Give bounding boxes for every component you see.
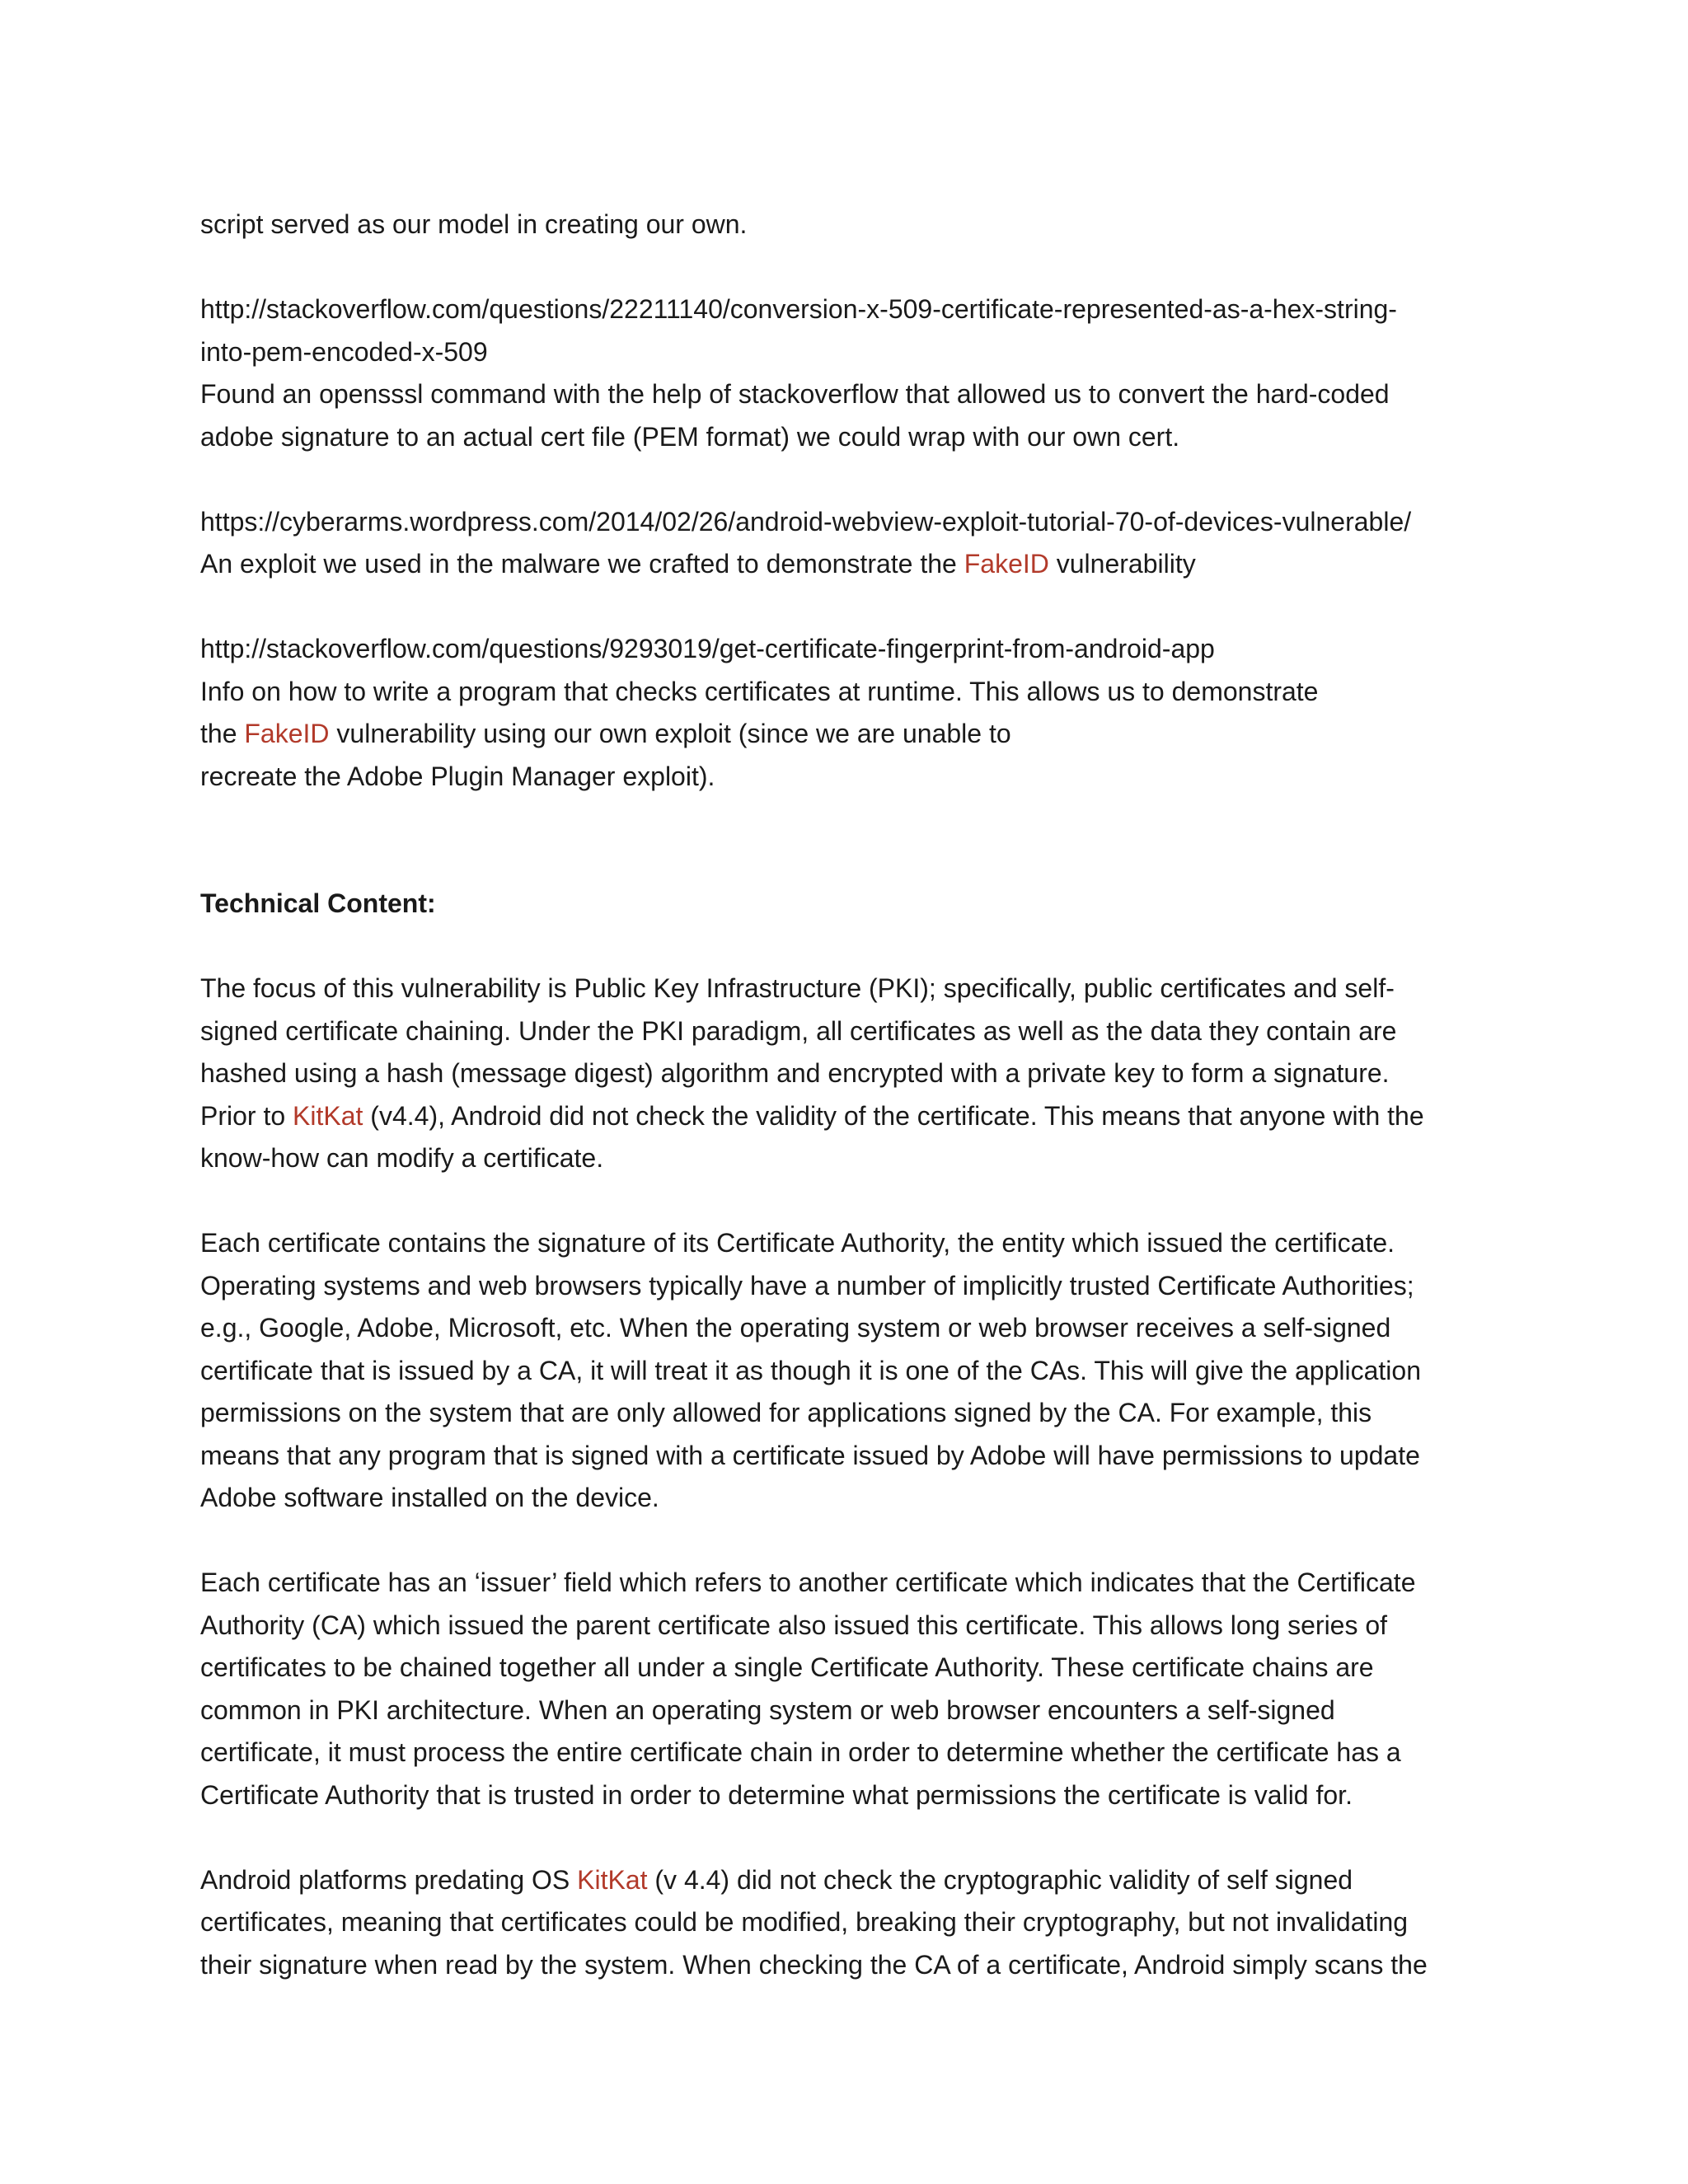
text-line: adobe signature to an actual cert file (PEM format) we could wrap with our own cert.	[200, 421, 1180, 452]
text-line	[200, 713, 1503, 756]
text-segment: (v4.4), Android did not check the validity of the certificate. This means that anyone with the	[363, 1100, 1424, 1131]
section-heading: Technical Content:	[200, 888, 436, 918]
text-line: script served as our model in creating our own.	[200, 209, 748, 239]
text-segment: An exploit we used in the malware we crafted to demonstrate the	[200, 549, 964, 579]
text-segment: Prior to	[200, 1100, 293, 1131]
paragraph-gap	[200, 246, 1503, 289]
text-line: Authority (CA) which issued the parent certificate also issued this certificate. This allows long series of	[200, 1610, 1388, 1640]
text-line: certificate that is issued by a CA, it will treat it as though it is one of the CAs. This will give the application	[200, 1355, 1421, 1385]
highlight-kitkat: KitKat	[577, 1864, 648, 1895]
paragraph-gap	[200, 458, 1503, 501]
text-line: means that any program that is signed with a certificate issued by Adobe will have permissions to update	[200, 1440, 1420, 1470]
reference-url-stackoverflow-pem[interactable]: http://stackoverflow.com/questions/22211140/conversion-x-509-certificate-represented-as-a-hex-string-	[200, 294, 1397, 324]
text-line: Each certificate has an ‘issuer’ field which refers to another certificate which indicates that the Certificate	[200, 1568, 1416, 1597]
paragraph-gap	[200, 926, 1503, 968]
section-gap	[200, 798, 1503, 883]
highlight-kitkat: KitKat	[293, 1100, 363, 1131]
text-line: certificates, meaning that certificates could be modified, breaking their cryptography, but not invalidating	[200, 1907, 1409, 1937]
text-line: Certificate Authority that is trusted in order to determine what permissions the certificate is valid for.	[200, 1779, 1353, 1810]
text-segment: the	[200, 719, 245, 748]
text-line: Each certificate contains the signature of its Certificate Authority, the entity which issued the certificate.	[200, 1228, 1395, 1258]
text-line: e.g., Google, Adobe, Microsoft, etc. When the operating system or web browser receives a self-signed	[200, 1313, 1391, 1343]
paragraph-gap	[200, 1816, 1503, 1859]
text-line: hashed using a hash (message digest) algorithm and encrypted with a private key to form a signature.	[200, 1058, 1390, 1088]
text-segment: vulnerability	[1048, 549, 1196, 579]
reference-url-cyberarms[interactable]: https://cyberarms.wordpress.com/2014/02/26/android-webview-exploit-tutorial-70-of-devices-vulnerable/	[200, 506, 1412, 537]
text-line: The focus of this vulnerability is Public Key Infrastructure (PKI); specifically, public certificates and self-	[200, 973, 1395, 1003]
text-line	[200, 1859, 1503, 1902]
text-line: recreate the Adobe Plugin Manager exploit).	[200, 761, 715, 791]
paragraph-gap	[200, 1520, 1503, 1563]
text-line: signed certificate chaining. Under the PKI paradigm, all certificates as well as the data they contain are	[200, 1015, 1397, 1046]
reference-url-stackoverflow-fingerprint[interactable]: http://stackoverflow.com/questions/9293019/get-certificate-fingerprint-from-android-app	[200, 634, 1215, 663]
text-line: permissions on the system that are only allowed for applications signed by the CA. For example, this	[200, 1398, 1372, 1427]
text-line: certificate, it must process the entire certificate chain in order to determine whether the certificate has a	[200, 1737, 1401, 1767]
text-line	[200, 1095, 1503, 1138]
text-line	[200, 543, 1503, 586]
document-page	[200, 204, 1503, 1986]
text-line: Operating systems and web browsers typically have a number of implicitly trusted Certificate Authorities;	[200, 1270, 1414, 1301]
text-line: Info on how to write a program that checks certificates at runtime. This allows us to demonstrate	[200, 676, 1319, 706]
reference-url-stackoverflow-pem-cont[interactable]: into-pem-encoded-x-509	[200, 336, 488, 367]
text-segment: Android platforms predating OS	[200, 1864, 578, 1895]
highlight-fakeid: FakeID	[244, 719, 330, 748]
text-line: certificates to be chained together all under a single Certificate Authority. These certificate chains are	[200, 1652, 1374, 1682]
text-line: common in PKI architecture. When an operating system or web browser encounters a self-signed	[200, 1694, 1335, 1725]
paragraph-gap	[200, 1180, 1503, 1223]
text-line: Adobe software installed on the device.	[200, 1483, 659, 1512]
paragraph-gap	[200, 586, 1503, 629]
text-line: their signature when read by the system. When checking the CA of a certificate, Android simply scans the	[200, 1949, 1428, 1980]
text-segment: vulnerability using our own exploit (since we are unable to	[329, 719, 1011, 748]
highlight-fakeid: FakeID	[964, 549, 1049, 579]
text-line: know-how can modify a certificate.	[200, 1143, 604, 1173]
text-line: Found an opensssl command with the help of stackoverflow that allowed us to convert the hard-coded	[200, 379, 1390, 409]
text-segment: (v 4.4) did not check the cryptographic validity of self signed	[647, 1864, 1353, 1895]
